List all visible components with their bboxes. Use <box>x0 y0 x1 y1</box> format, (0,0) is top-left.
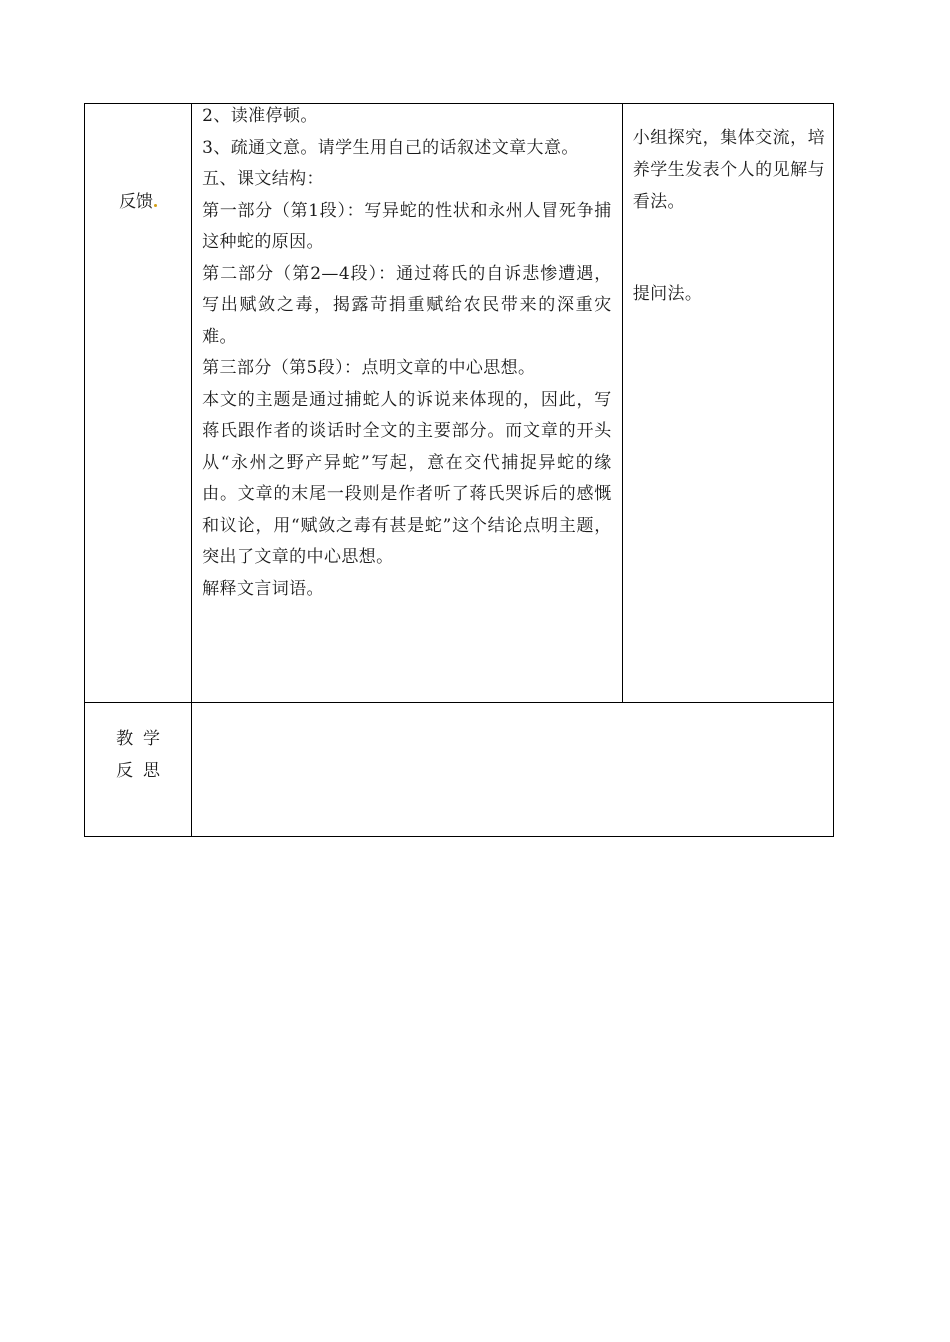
reflection-content-cell <box>192 703 834 837</box>
reflection-row <box>85 703 834 837</box>
content-line: 解释文言词语。 <box>202 578 324 599</box>
lesson-plan-table <box>84 103 834 837</box>
method-line: 小组探究，集体交流，培养学生发表个人的见解与看法。 <box>632 128 825 212</box>
reflection-label-line: 反思 <box>116 761 171 781</box>
reflection-label-cell <box>85 703 192 837</box>
content-line: 3、疏通文意。请学生用自己的话叙述文章大意。 <box>202 137 579 158</box>
method-spacer <box>633 218 825 278</box>
content-line: 五、课文结构： <box>202 169 324 189</box>
marker-dot-icon <box>154 204 157 207</box>
feedback-content <box>202 101 612 605</box>
feedback-method <box>633 122 825 310</box>
reflection-label-line: 教学 <box>116 729 171 749</box>
feedback-label: 反馈 <box>85 190 191 214</box>
feedback-label-cell <box>85 104 192 703</box>
content-line: 第二部分（第2—4段）：通过蒋氏的自诉悲惨遭遇，写出赋敛之毒，揭露苛捐重赋给农民带来的深重灾难。 <box>202 263 612 347</box>
content-line: 第三部分（第5段）：点明文章的中心思想。 <box>202 358 536 378</box>
method-line: 提问法。 <box>632 284 703 304</box>
content-line: 本文的主题是通过捕蛇人的诉说来体现的，因此，写蒋氏跟作者的谈话时全文的主要部分。而文章的开头从“永州之野产异蛇”写起，意在交代捕捉异蛇的缘由。文章的末尾一段则是作者听了蒋氏哭诉后的感慨和议论，用“赋敛之毒有甚是蛇”这个结论点明主题，突出了文章的中心思想。 <box>202 389 612 567</box>
feedback-content-cell <box>192 104 623 703</box>
feedback-method-cell <box>622 104 833 703</box>
content-line: 第一部分（第1段）：写异蛇的性状和永州人冒死争捕这种蛇的原因。 <box>202 200 612 252</box>
feedback-row <box>85 104 834 703</box>
content-line: 2、读准停顿。 <box>202 106 318 126</box>
